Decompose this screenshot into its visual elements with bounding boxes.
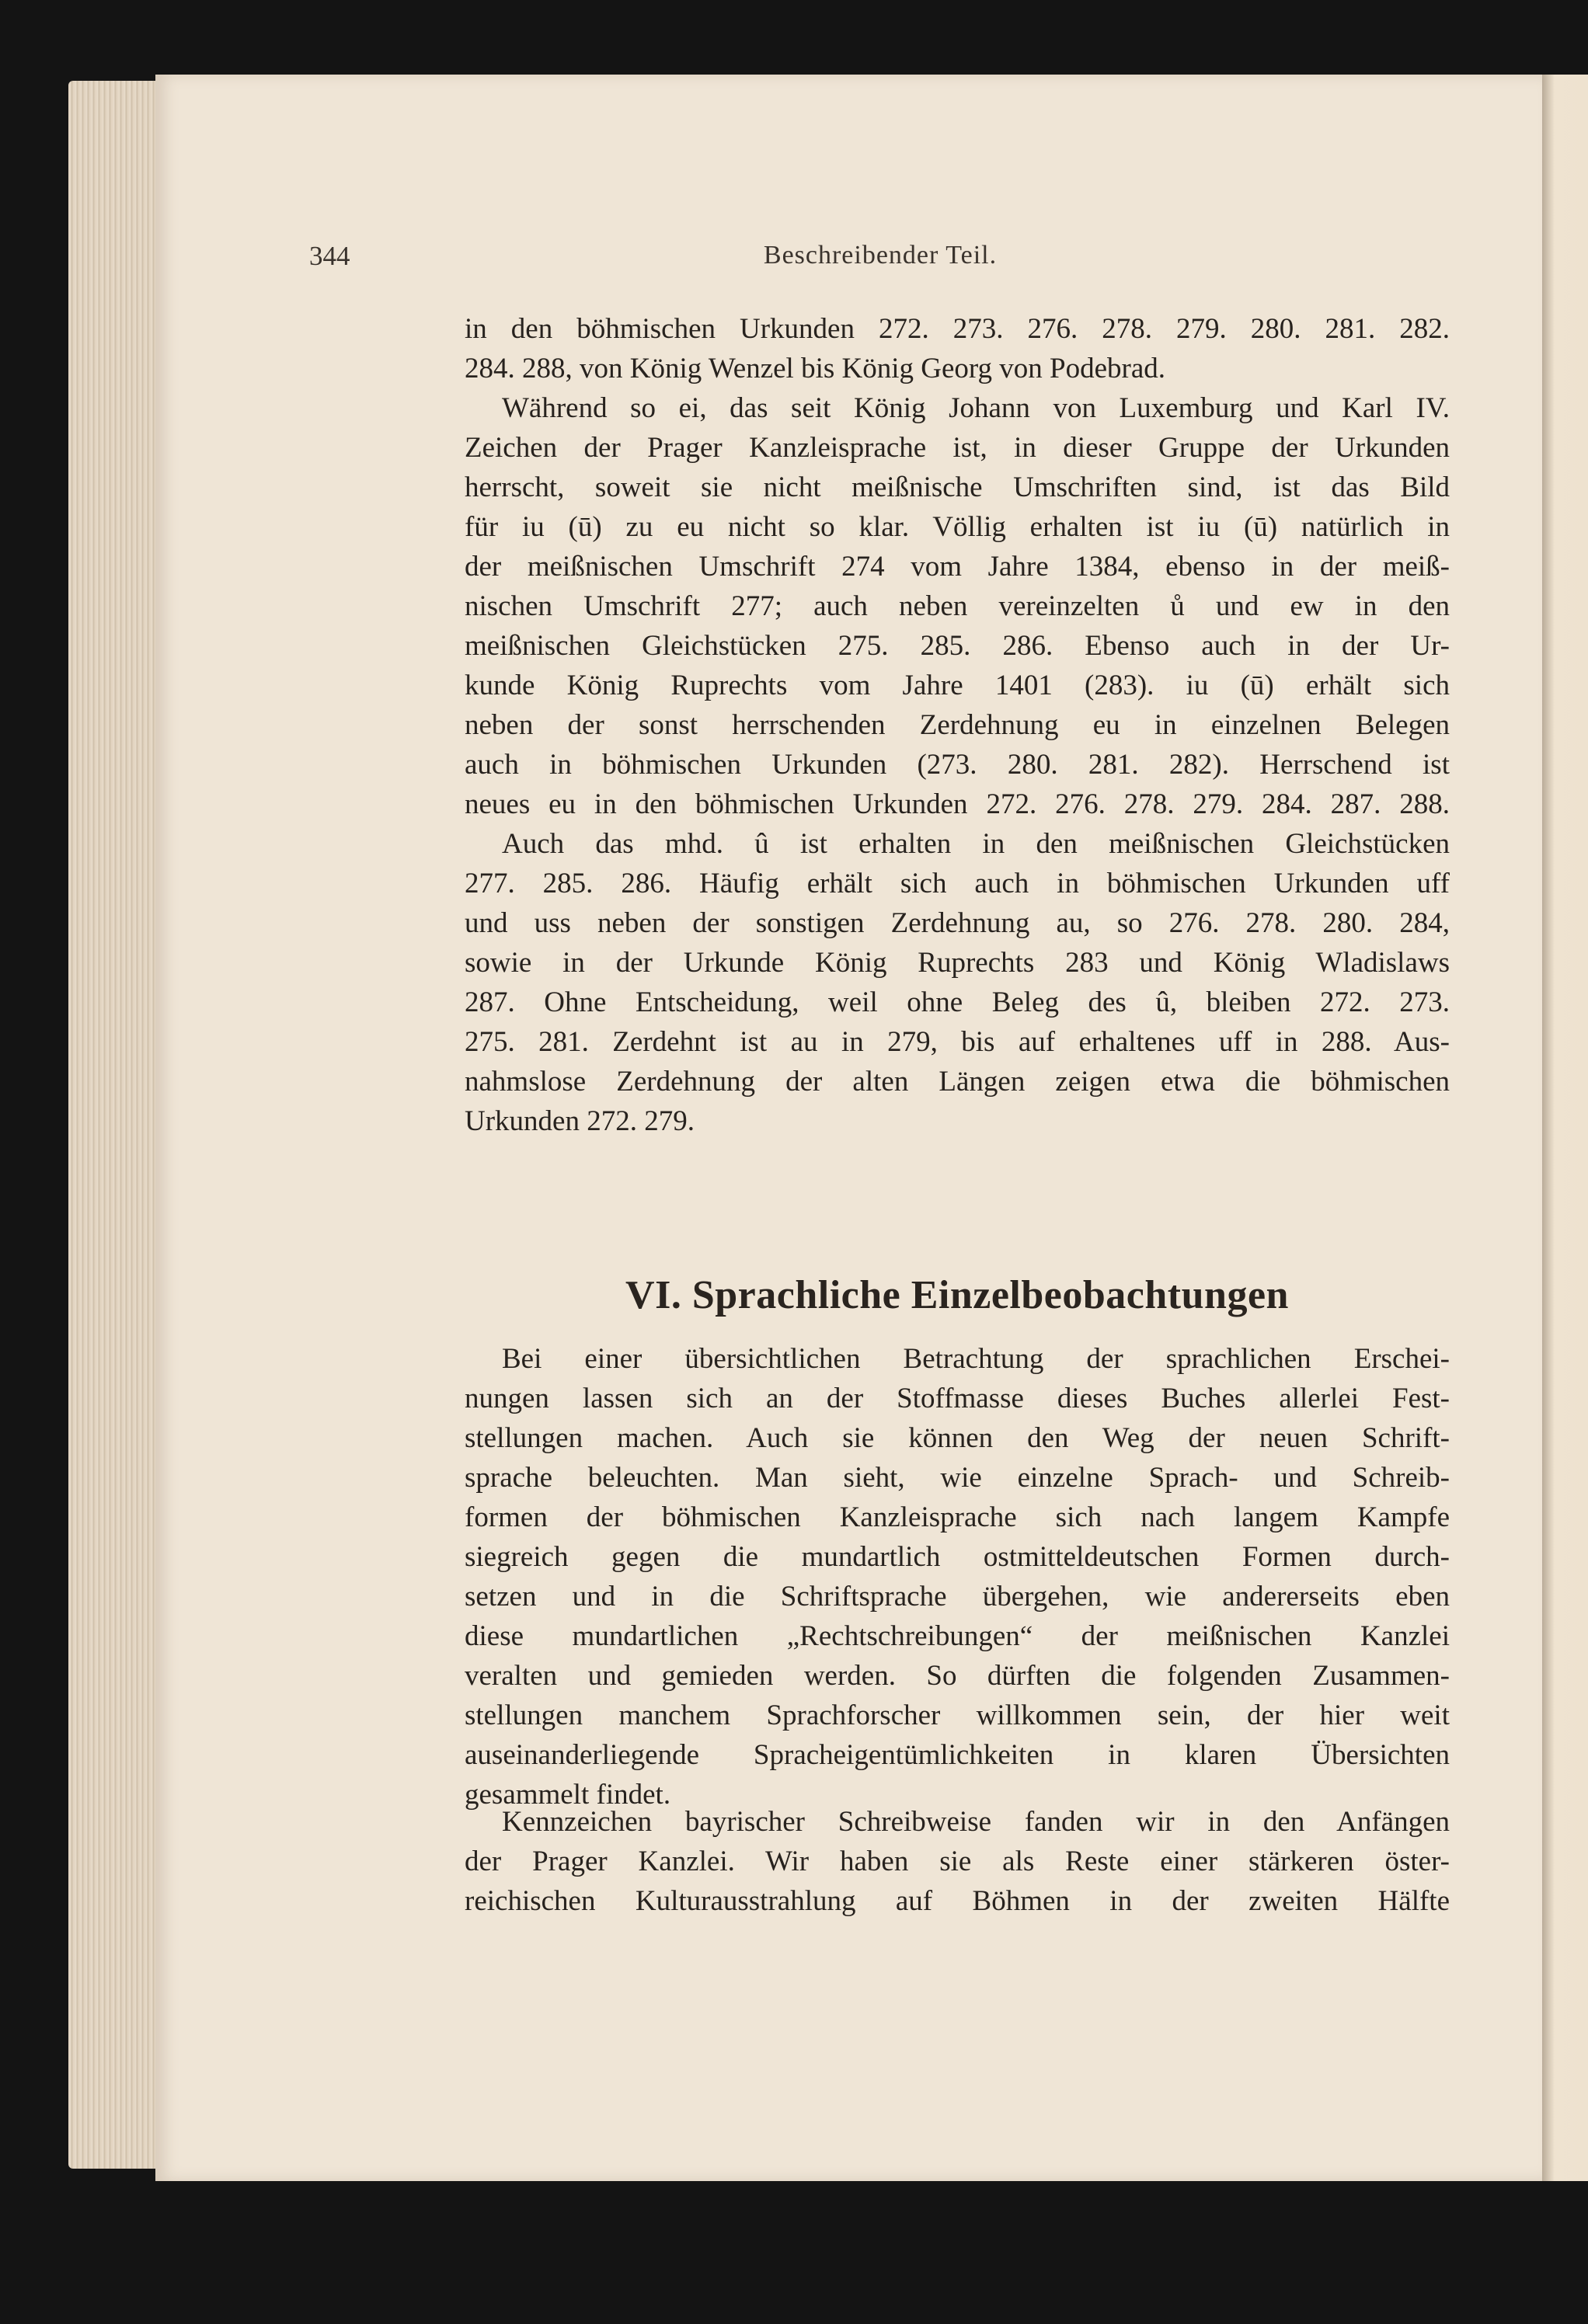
paragraph-block-2 [465,1339,1450,1814]
text-line: auch in böhmischen Urkunden (273. 280. 281. 282). Herrschend ist [465,749,1450,781]
text-line: 287. Ohne Entscheidung, weil ohne Beleg des û, bleiben 272. 273. [465,986,1450,1018]
text-line: stellungen machen. Auch sie können den Weg der neuen Schrift- [465,1422,1450,1454]
text-line: für iu (ū) zu eu nicht so klar. Völlig erhalten ist iu (ū) natürlich in [465,511,1450,543]
text-line: stellungen manchem Sprachforscher willkommen sein, der hier weit [465,1700,1450,1731]
text-line: nungen lassen sich an der Stoffmasse dieses Buches allerlei Fest- [465,1383,1450,1414]
text-line: herrscht, soweit sie nicht meißnische Umschriften sind, ist das Bild [465,471,1450,503]
section-heading: VI. Sprachliche Einzelbeobachtungen [625,1273,1289,1317]
text-line: Auch das mhd. û ist erhalten in den meißnischen Gleichstücken [502,828,1450,860]
text-line: setzen und in die Schriftsprache übergehen, wie andererseits eben [465,1581,1450,1613]
text-line: sowie in der Urkunde König Ruprechts 283 und König Wladislaws [465,947,1450,979]
text-line: siegreich gegen die mundartlich ostmitteldeutschen Formen durch- [465,1541,1450,1573]
text-line: Kennzeichen bayrischer Schreibweise fanden wir in den Anfängen [502,1806,1450,1838]
text-line: sprache beleuchten. Man sieht, wie einzelne Sprach- und Schreib- [465,1462,1450,1494]
paragraph-block-1 [465,309,1450,1141]
text-line: der Prager Kanzlei. Wir haben sie als Reste einer stärkeren öster- [465,1846,1450,1877]
text-line: Während so ei, das seit König Johann von Luxemburg und Karl IV. [502,392,1450,424]
text-line: reichischen Kulturausstrahlung auf Böhmen in der zweiten Hälfte [465,1885,1450,1917]
text-line: und uss neben der sonstigen Zerdehnung au, so 276. 278. 280. 284, [465,907,1450,939]
text-line: neben der sonst herrschenden Zerdehnung eu in einzelnen Belegen [465,709,1450,741]
text-line: Urkunden 272. 279. [465,1105,695,1137]
page-number: 344 [309,241,350,271]
text-line: formen der böhmischen Kanzleisprache sich nach langem Kampfe [465,1501,1450,1533]
text-line: meißnischen Gleichstücken 275. 285. 286. Ebenso auch in der Ur- [465,630,1450,662]
text-line: in den böhmischen Urkunden 272. 273. 276. 278. 279. 280. 281. 282. [465,313,1450,345]
facing-page-edge [1542,75,1588,2181]
text-line: diese mundartlichen „Rechtschreibungen“ der meißnischen Kanzlei [465,1620,1450,1652]
text-line: neues eu in den böhmischen Urkunden 272. 276. 278. 279. 284. 287. 288. [465,788,1450,820]
paragraph-block-3 [465,1802,1450,1921]
text-line: gesammelt findet. [465,1779,671,1811]
text-line: 275. 281. Zerdehnt ist au in 279, bis auf erhaltenes uff in 288. Aus- [465,1026,1450,1058]
text-line: auseinanderliegende Spracheigentümlichkeiten in klaren Übersichten [465,1739,1450,1771]
text-line: 284. 288, von König Wenzel bis König Georg von Podebrad. [465,353,1166,384]
text-line: nahmslose Zerdehnung der alten Längen zeigen etwa die böhmischen [465,1066,1450,1098]
text-line: 277. 285. 286. Häufig erhält sich auch in böhmischen Urkunden uff [465,868,1450,899]
text-line: veralten und gemieden werden. So dürften die folgenden Zusammen- [465,1660,1450,1692]
text-line: kunde König Ruprechts vom Jahre 1401 (283). iu (ū) erhält sich [465,670,1450,701]
text-line: der meißnischen Umschrift 274 vom Jahre 1384, ebenso in der meiß- [465,551,1450,583]
running-head: Beschreibender Teil. [763,241,998,270]
text-line: Zeichen der Prager Kanzleisprache ist, in dieser Gruppe der Urkunden [465,432,1450,464]
text-line: nischen Umschrift 277; auch neben vereinzelten ů und ew in den [465,590,1450,622]
text-line: Bei einer übersichtlichen Betrachtung der sprachlichen Erschei- [502,1343,1450,1375]
